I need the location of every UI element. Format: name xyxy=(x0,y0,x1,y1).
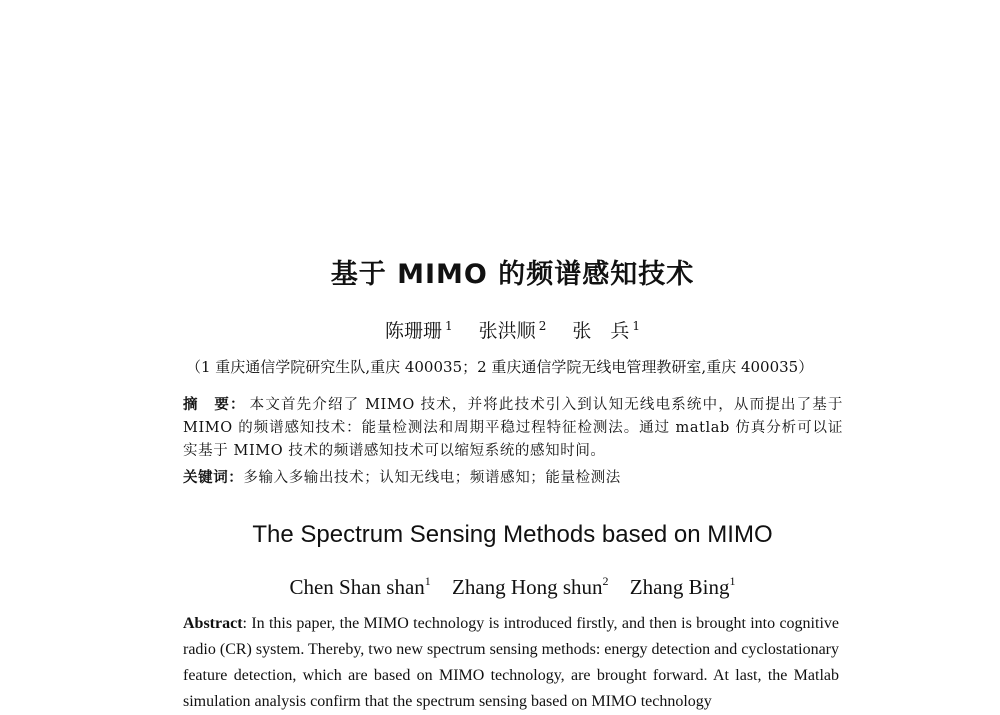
english-author-1 xyxy=(289,575,430,599)
author-name: 张 兵 xyxy=(572,320,630,342)
author-name: Zhang Bing xyxy=(629,575,730,599)
author-name: 张洪顺 xyxy=(478,320,536,342)
chinese-abstract-text: 本文首先介绍了 MIMO 技术，并将此技术引入到认知无线电系统中，从而提出了基于 MIMO 的频谱感知技术：能量检测法和周期平稳过程特征检测法。通过 matlab 仿真分析可以证实基于 MIMO 技术的频谱感知技术可以缩短系统的感知时间。 xyxy=(183,397,843,459)
chinese-author-2 xyxy=(479,320,547,342)
chinese-authors xyxy=(0,316,1000,343)
chinese-keywords-label: 关键词： xyxy=(183,469,244,486)
author-affiliation-mark: 1 xyxy=(444,319,453,333)
author-affiliation-mark: 2 xyxy=(538,319,547,333)
english-author-2 xyxy=(452,575,609,599)
chinese-author-3 xyxy=(572,320,640,342)
author-name: Chen Shan shan xyxy=(289,575,425,599)
author-affiliation-mark: 2 xyxy=(602,574,609,588)
chinese-keywords-text: 多输入多输出技术；认知无线电；频谱感知；能量检测法 xyxy=(243,470,621,486)
chinese-abstract-label: 摘 要： xyxy=(183,396,246,413)
chinese-title: 基于 MIMO 的频谱感知技术 xyxy=(330,259,695,290)
english-author-3 xyxy=(630,575,736,599)
author-name: Zhang Hong shun xyxy=(452,575,603,599)
chinese-affiliation: （1 重庆通信学院研究生队,重庆 400035；2 重庆通信学院无线电管理教研室,重庆 400035） xyxy=(186,358,814,376)
chinese-author-1 xyxy=(385,320,453,342)
english-abstract xyxy=(183,611,839,715)
english-authors xyxy=(0,574,1000,600)
author-affiliation-mark: 1 xyxy=(632,319,641,333)
author-affiliation-mark: 1 xyxy=(424,574,431,588)
english-abstract-label: Abstract xyxy=(183,615,243,632)
chinese-keywords xyxy=(183,466,843,487)
author-affiliation-mark: 1 xyxy=(729,574,736,588)
english-title: The Spectrum Sensing Methods based on MIMO xyxy=(252,521,773,548)
chinese-abstract xyxy=(183,393,843,463)
english-abstract-text: : In this paper, the MIMO technology is introduced firstly, and then is brought into cognitive radio (CR) system. Thereby, two new spectrum sensing methods: energy detection and cyclostationary feature detection, which are based on MIMO technology, are brought forward. At last, the Matlab simulation analysis confirm that the spectrum sensing based on MIMO technology xyxy=(183,615,839,710)
author-name: 陈珊珊 xyxy=(384,320,442,342)
